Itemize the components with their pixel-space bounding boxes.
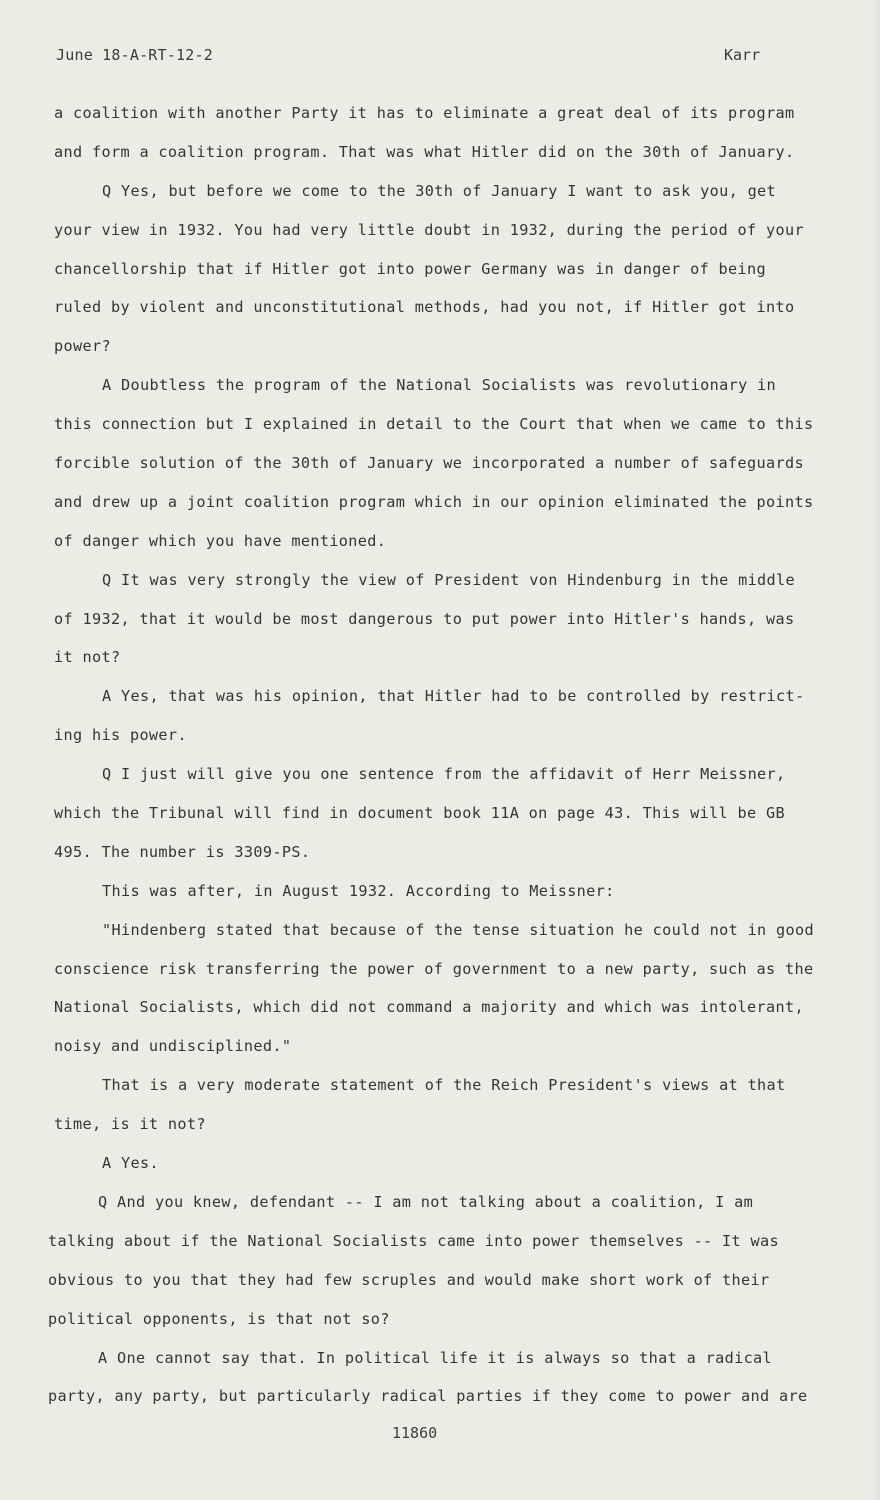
text-line: Q Yes, but before we come to the 30th of January I want to ask you, get (102, 181, 777, 200)
text-line: it not? (54, 648, 121, 667)
text-line: National Socialists, which did not command a majority and which was intolerant, (54, 998, 804, 1017)
text-line: power? (54, 337, 111, 356)
text-line: A Yes. (102, 1154, 159, 1173)
text-line: noisy and undisciplined." (54, 1037, 292, 1056)
text-line: party, any party, but particularly radical parties if they come to power and are (48, 1387, 808, 1406)
text-line: your view in 1932. You had very little doubt in 1932, during the period of your (54, 220, 804, 239)
text-line: A Yes, that was his opinion, that Hitler had to be controlled by restrict- (102, 687, 805, 706)
text-line: A Doubtless the program of the National Socialists was revolutionary in (102, 376, 777, 395)
text-line: ing his power. (54, 726, 187, 745)
text-line: Q I just will give you one sentence from the affidavit of Herr Meissner, (102, 765, 786, 784)
text-line: This was after, in August 1932. According to Meissner: (102, 881, 615, 900)
text-line: Q It was very strongly the view of President von Hindenburg in the middle (102, 570, 796, 589)
text-line: That is a very moderate statement of the Reich President's views at that (102, 1076, 786, 1095)
text-line: chancellorship that if Hitler got into power Germany was in danger of being (54, 259, 767, 278)
text-line: "Hindenberg stated that because of the tense situation he could not in good (102, 920, 815, 939)
text-line: Q And you knew, defendant -- I am not talking about a coalition, I am (98, 1192, 754, 1211)
text-line: forcible solution of the 30th of January we incorporated a number of safeguards (54, 454, 804, 473)
text-line: conscience risk transferring the power of government to a new party, such as the (54, 959, 814, 978)
page-number: 11860 (392, 1424, 438, 1442)
text-line: obvious to you that they had few scruples and would make short work of their (48, 1270, 770, 1289)
text-line: of danger which you have mentioned. (54, 531, 387, 550)
text-line: talking about if the National Socialists came into power themselves -- It was (48, 1231, 780, 1250)
text-line: a coalition with another Party it has to eliminate a great deal of its program (54, 104, 795, 122)
page-header-reporter: Karr (724, 46, 761, 64)
text-line: time, is it not? (54, 1115, 206, 1134)
text-line: and form a coalition program. That was what Hitler did on the 30th of January. (54, 142, 795, 161)
text-line: A One cannot say that. In political life it is always so that a radical (98, 1348, 773, 1367)
text-line: of 1932, that it would be most dangerous to put power into Hitler's hands, was (54, 609, 795, 628)
text-line: and drew up a joint coalition program which in our opinion eliminated the points (54, 492, 814, 511)
text-line: 495. The number is 3309-PS. (54, 842, 311, 861)
text-line: which the Tribunal will find in document book 11A on page 43. This will be GB (54, 804, 786, 823)
text-line: political opponents, is that not so? (48, 1309, 390, 1328)
page-header-reference: June 18-A-RT-12-2 (56, 46, 213, 64)
text-line: this connection but I explained in detail to the Court that when we came to this (54, 415, 814, 434)
text-line: ruled by violent and unconstitutional methods, had you not, if Hitler got into (54, 298, 795, 317)
transcript-body (40, 94, 850, 1416)
